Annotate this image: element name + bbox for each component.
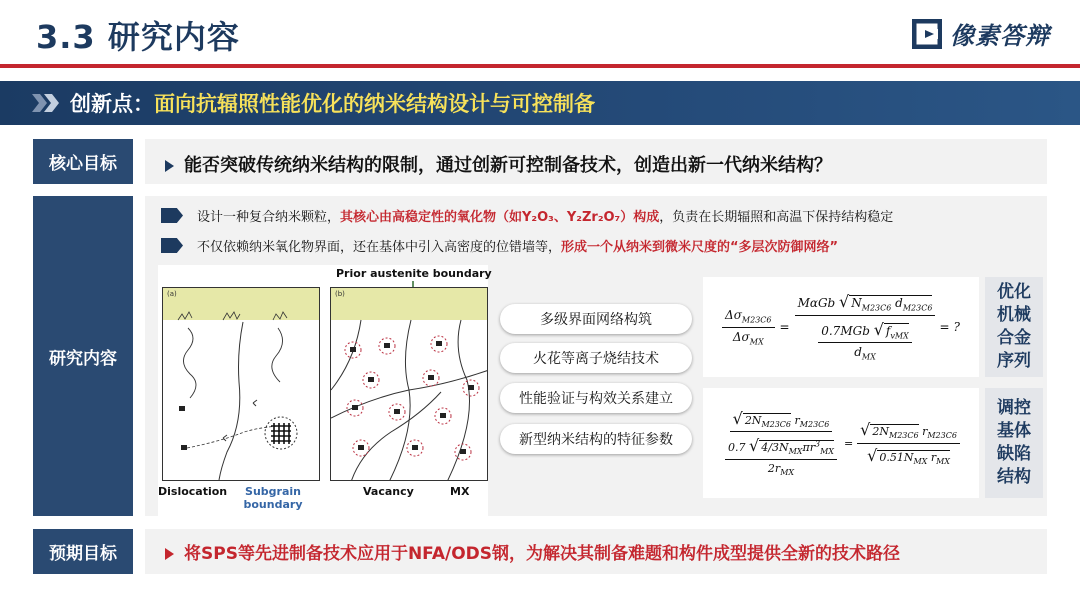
logo-text: 像素答辩 [950,22,1050,50]
caption-dislocation: Dislocation [158,485,228,498]
core-goal-box [145,139,1047,184]
arrow-right-icon [165,548,174,560]
innovation-text: 面向抗辐照性能优化的纳米结构设计与可控制备 [154,92,595,116]
logo-icon [912,19,942,49]
panel-a [162,287,320,481]
bullet-1-part1: 设计一种复合纳米颗粒， [197,210,341,225]
panel-a-tag: (a) [167,290,177,298]
core-goal-line [165,151,832,177]
bullet-2-highlight: 形成一个从纳米到微米尺度的“多层次防御网络” [561,240,839,255]
panel-a-drawing [163,288,320,481]
microstructure-figure [158,265,492,517]
core-goal-text: 能否突破传统纳米结构的限制，通过创新可控制备技术，创造出新一代纳米结构？ [184,155,832,176]
bullet-tag-icon [161,238,183,253]
bullet-2-part1: 不仅依赖纳米氧化物界面，还在基体中引入高密度的位错墙等， [197,240,562,255]
expected-goal-text: 将SPS等先进制备技术应用于NFA/ODS钢，为解决其制备难题和构件成型提供全新的技术路径 [184,544,901,564]
expected-goal-label: 预期目标 [33,529,133,574]
expected-goal-line [165,539,900,564]
side-label-regulate-text: 调控基体缺陷结构 [997,398,1031,487]
expected-goal-box [145,529,1047,574]
logo [912,16,1050,51]
method-pill-2: 火花等离子烧结技术 [500,343,692,373]
formula-1: $\frac{\Delta\sigma_{M23C6}}{\Delta\sigma_{MX}}$ = $\frac{M\alpha Gb √ N_{M23C6} d_{M23C6}}{\frac{0.7MGb √ f_{vMX}}{d_{MX}}}$ = ? [703,277,979,377]
panel-b-drawing [331,288,488,481]
formula-2: $\frac{√ 2N_{M23C6} r_{M23C6}}{\frac{0.7 √ 4/3N_{MX}\pi r^3_{MX}}{2r_{MX}}}$ = $\frac{√ 2N_{M23C6} r_{M23C6}}{√ 0.51N_{MX} r_{MX}}$ [703,388,979,498]
bullet-1-highlight: 其核心由高稳定性的氧化物（如Y₂O₃、Y₂Zr₂O₇）构成 [340,210,660,225]
header-divider [0,64,1080,68]
method-pill-4: 新型纳米结构的特征参数 [500,424,692,454]
panel-b [330,287,488,481]
caption-mx: MX [450,485,470,498]
research-bullet-2 [161,236,838,255]
arrow-right-icon [165,160,174,172]
prior-austenite-label: Prior austenite boundary [336,267,492,280]
double-chevron-icon [30,92,64,114]
page-title: 3.3 研究内容 [36,18,240,56]
panel-b-tag: (b) [335,290,345,298]
caption-subgrain: Subgrain boundary [243,485,303,511]
side-label-regulate [985,388,1043,498]
bullet-tag-icon [161,208,183,223]
research-label: 研究内容 [33,196,133,516]
innovation-banner [0,81,1080,125]
research-bullet-1 [161,206,893,225]
bullet-1-part2: ，负责在长期辐照和高温下保持结构稳定 [659,210,894,225]
side-label-optimize [985,277,1043,377]
side-label-optimize-text: 优化机械合金序列 [997,282,1031,371]
method-pill-3: 性能验证与构效关系建立 [500,383,692,413]
core-goal-label: 核心目标 [33,139,133,184]
method-pill-1: 多级界面网络构筑 [500,304,692,334]
innovation-prefix: 创新点： [70,92,154,116]
caption-vacancy: Vacancy [363,485,414,498]
